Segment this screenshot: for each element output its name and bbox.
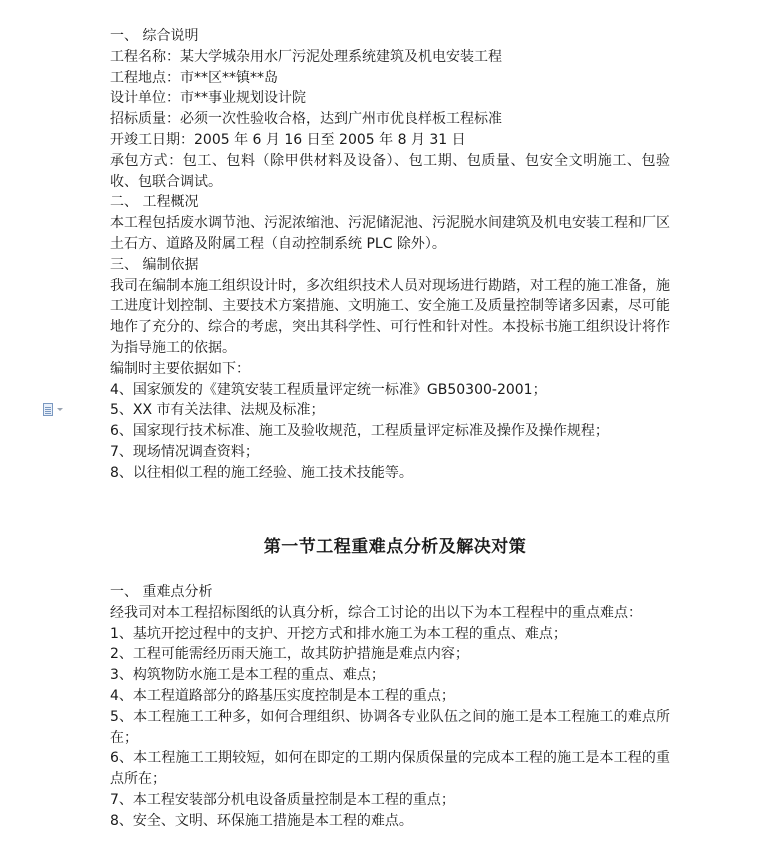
document-body-bottom [110, 582, 670, 832]
document-page-icon [43, 403, 53, 416]
difficulty-item: 5、本工程施工工种多，如何合理组织、协调各专业队伍之间的施工是本工程施工的难点所在； [110, 708, 670, 746]
basis-item: 4、国家颁发的《建筑安装工程质量评定统一标准》GB50300-2001； [110, 381, 547, 398]
document-body-top [110, 26, 670, 484]
basis-text: 我司在编制本施工组织设计时，多次组织技术人员对现场进行勘踏，对工程的施工准备，施工进度计划控制、主要技术方案措施、文明施工、安全施工及质量控制等诸多因素，尽可能地作了充分的、综合的考虑，突出其科学性、可行性和针对性。本投标书施工组织设计将作为指导施工的依据。 [110, 277, 670, 356]
project-dates: 开竣工日期：2005 年 6 月 16 日至 2005 年 8 月 31 日 [110, 131, 466, 148]
difficulty-item: 3、构筑物防水施工是本工程的重点、难点； [110, 667, 385, 684]
section-heading-basis: 三、 编制依据 [110, 256, 199, 273]
chevron-down-icon [57, 408, 63, 411]
basis-item: 6、国家现行技术标准、施工及验收规范，工程质量评定标准及操作及操作规程； [110, 423, 609, 440]
project-location: 工程地点：市**区**镇**岛 [110, 69, 278, 86]
section-heading-difficulties: 一、 重难点分析 [110, 584, 213, 600]
section-heading-general: 一、 综合说明 [110, 28, 199, 44]
difficulties-intro: 经我司对本工程招标图纸的认真分析，综合工讨论的出以下为本工程程中的重点难点： [110, 604, 642, 621]
difficulty-item: 4、本工程道路部分的路基压实度控制是本工程的重点； [110, 687, 455, 704]
design-unit: 设计单位：市**事业规划设计院 [110, 90, 306, 107]
chapter-title: 第一节工程重难点分析及解决对策 [263, 537, 527, 557]
difficulty-item: 1、基坑开挖过程中的支护、开挖方式和排水施工为本工程的重点、难点； [110, 625, 567, 642]
difficulty-item: 6、本工程施工工期较短，如何在即定的工期内保质保量的完成本工程的施工是本工程的重点所在； [110, 750, 670, 788]
overview-text: 本工程包括废水调节池、污泥浓缩池、污泥储泥池、污泥脱水间建筑及机电安装工程和厂区土石方、道路及附属工程（自动控制系统 PLC 除外）。 [110, 215, 670, 252]
section-heading-overview: 二、 工程概况 [110, 194, 199, 211]
project-name: 工程名称：某大学城杂用水厂污泥处理系统建筑及机电安装工程 [110, 48, 502, 65]
basis-item: 8、以往相似工程的施工经验、施工技术技能等。 [110, 464, 413, 481]
contract-mode: 承包方式：包工、包料（除甲供材料及设备）、包工期、包质量、包安全文明施工、包验收、包联合调试。 [110, 152, 670, 190]
quality-requirement: 招标质量：必须一次性验收合格，达到广州市优良样板工程标准 [110, 111, 502, 128]
basis-item: 7、现场情况调查资料； [110, 443, 259, 460]
basis-intro: 编制时主要依据如下： [110, 360, 250, 377]
difficulty-item: 7、本工程安装部分机电设备质量控制是本工程的重点； [110, 791, 455, 808]
document-icon[interactable] [43, 401, 69, 417]
difficulty-item: 2、工程可能需经历雨天施工，故其防护措施是难点内容； [110, 646, 469, 663]
difficulty-item: 8、安全、文明、环保施工措施是本工程的难点。 [110, 812, 413, 829]
basis-item: 5、XX 市有关法律、法规及标准； [110, 402, 325, 419]
